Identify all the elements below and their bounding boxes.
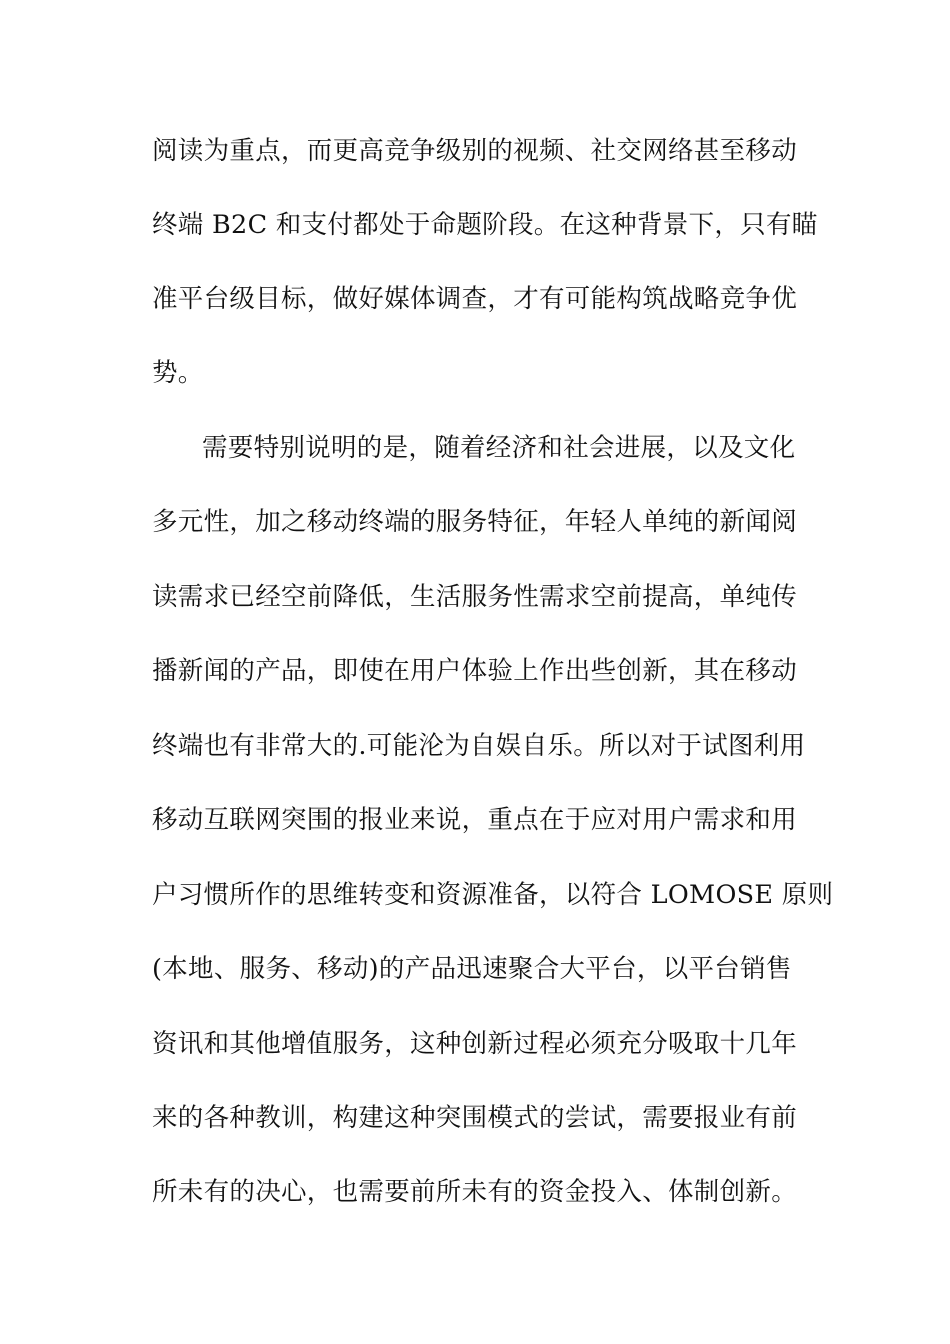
- paragraph-2-line-7: 户习惯所作的思维转变和资源准备，以符合 LOMOSE 原则: [152, 880, 834, 910]
- paragraph-2-line-4: 播新闻的产品，即使在用户体验上作出些创新，其在移动: [152, 656, 798, 686]
- paragraph-2-line-10: 来的各种教训，构建这种突围模式的尝试，需要报业有前: [152, 1103, 798, 1133]
- paragraph-2-line-2: 多元性，加之移动终端的服务特征，年轻人单纯的新闻阅: [152, 507, 798, 537]
- paragraph-2-line-6: 移动互联网突围的报业来说，重点在于应对用户需求和用: [152, 805, 798, 835]
- paragraph-2-line-3: 读需求已经空前降低，生活服务性需求空前提高，单纯传: [152, 582, 798, 612]
- paragraph-1-line-3: 准平台级目标，做好媒体调查，才有可能构筑战略竞争优: [152, 284, 798, 314]
- paragraph-1-line-1: 阅读为重点，而更高竞争级别的视频、社交网络甚至移动: [152, 136, 798, 166]
- paragraph-2-line-8: (本地、服务、移动)的产品迅速聚合大平台，以平台销售: [152, 954, 792, 984]
- paragraph-2-line-11: 所未有的决心，也需要前所未有的资金投入、体制创新。: [152, 1177, 798, 1207]
- paragraph-2-line-1: 需要特别说明的是，随着经济和社会进展，以及文化: [202, 433, 796, 463]
- paragraph-1-line-2: 终端 B2C 和支付都处于命题阶段。在这种背景下，只有瞄: [152, 210, 818, 240]
- paragraph-1-line-4: 势。: [152, 358, 204, 388]
- paragraph-2-line-9: 资讯和其他增值服务，这种创新过程必须充分吸取十几年: [152, 1029, 798, 1059]
- paragraph-2-line-5: 终端也有非常大的.可能沦为自娱自乐。所以对于试图利用: [152, 731, 806, 761]
